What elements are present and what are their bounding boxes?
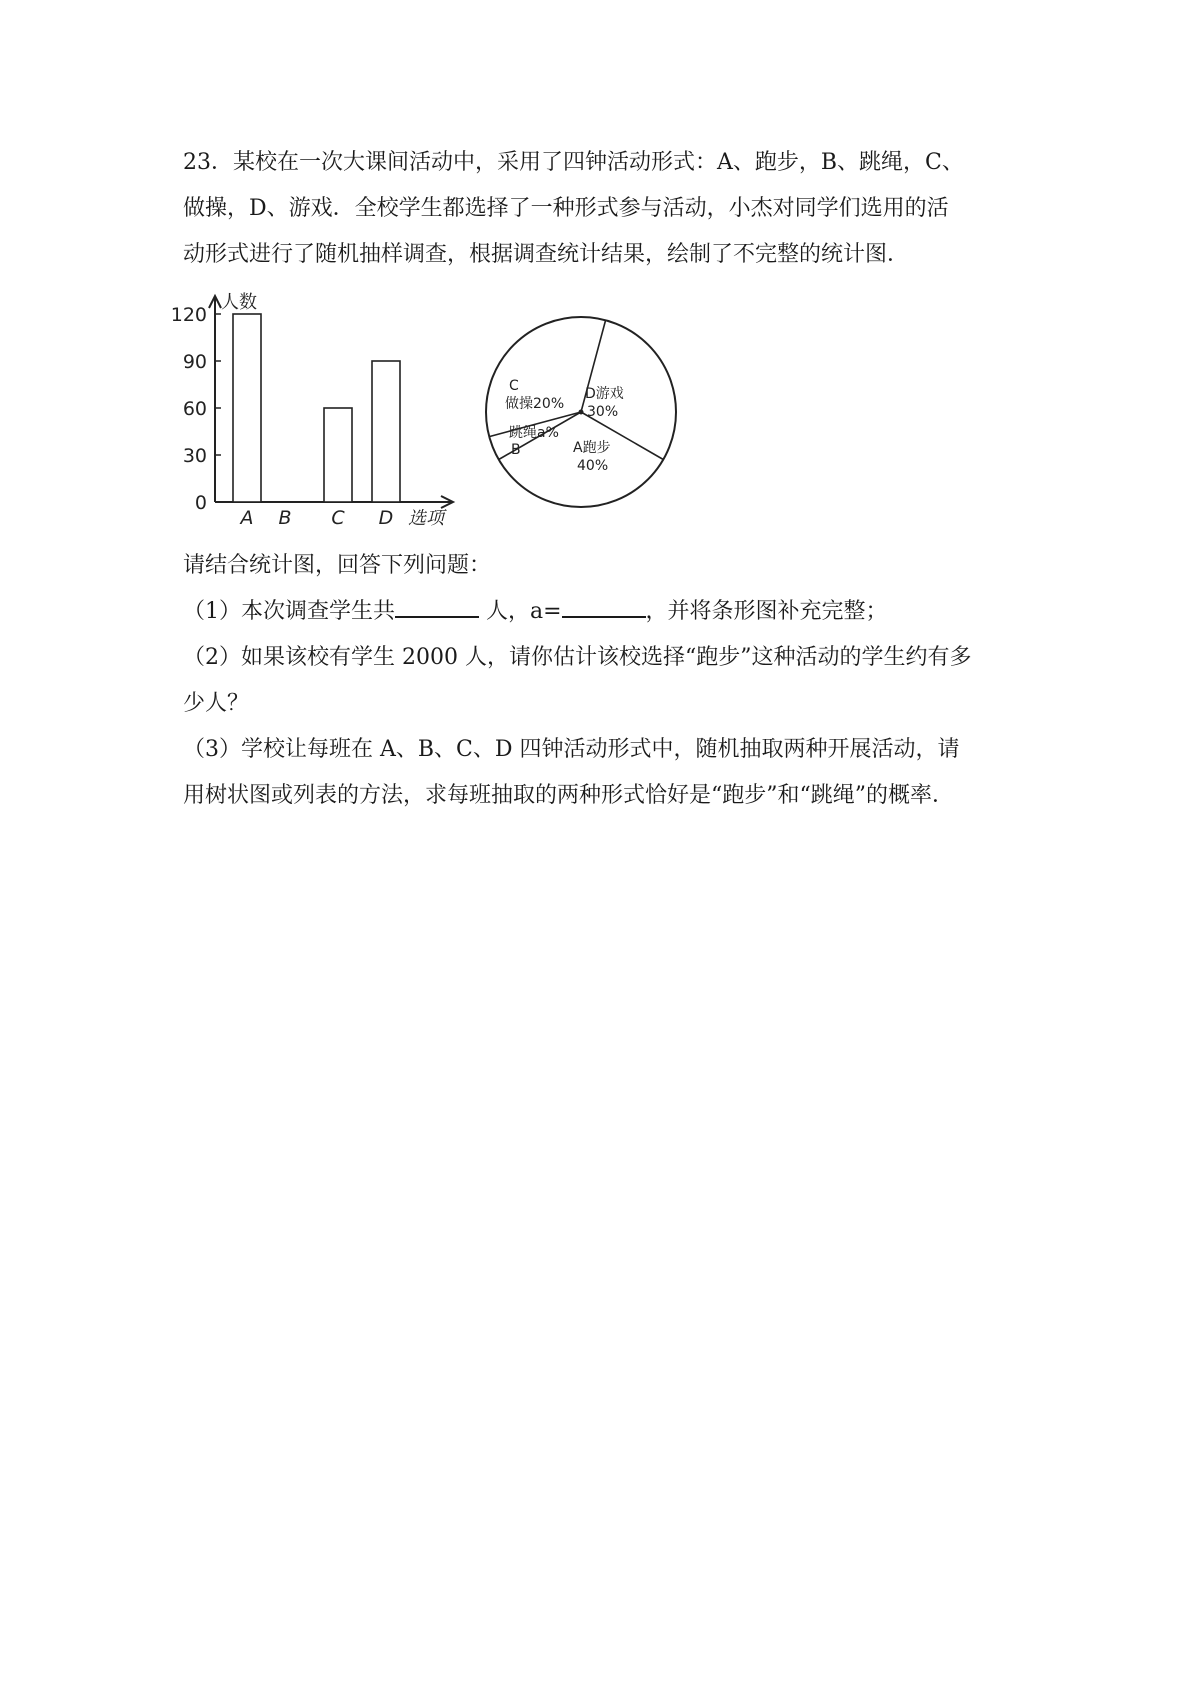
question-3-line-1: （3）学校让每班在 A、B、C、D 四钟活动形式中，随机抽取两种开展活动，请 — [183, 737, 960, 762]
pie-center — [579, 410, 584, 415]
q1-blank-a — [562, 596, 646, 618]
y-axis-title: 人数 — [221, 292, 257, 313]
intro-line-1: 23．某校在一次大课间活动中，采用了四钟活动形式：A、跑步，B、跳绳，C、 — [183, 150, 964, 175]
pie-label-b-sub: B — [511, 442, 521, 458]
prompt-line: 请结合统计图，回答下列问题： — [183, 553, 492, 578]
pie-label-a-value: 40% — [577, 458, 609, 474]
pie-label-a: A跑步 — [573, 440, 611, 456]
intro-line-3: 动形式进行了随机抽样调查，根据调查统计结果，绘制了不完整的统计图． — [183, 242, 910, 267]
x-axis-title: 选项 — [408, 508, 444, 529]
y-ticks — [171, 304, 221, 514]
y-tick-label: 90 — [182, 351, 207, 373]
pie-label-b: 跳绳a% — [509, 425, 559, 441]
bar-a — [233, 314, 261, 502]
y-tick-label: 60 — [182, 398, 207, 420]
y-tick-label: 30 — [182, 445, 207, 467]
bar-c — [324, 408, 352, 502]
q1-blank-total — [395, 596, 479, 618]
question-1 — [183, 589, 1033, 635]
statistics-figures — [170, 290, 695, 530]
y-tick-label: 120 — [170, 304, 207, 326]
question-2-line-1: （2）如果该校有学生 2000 人，请你估计该校选择“跑步”这种活动的学生约有多 — [183, 645, 972, 670]
q1-text-3: ，并将条形图补充完整； — [645, 599, 888, 624]
x-category-d: D — [378, 507, 394, 529]
q1-text-1: （1）本次调查学生共 — [183, 599, 395, 624]
question-2-line-2: 少人？ — [183, 691, 250, 716]
x-category-b: B — [278, 507, 292, 529]
pie-label-c-sub: 做操20% — [505, 396, 565, 412]
pie-label-c: C — [509, 378, 519, 394]
x-category-a: A — [240, 507, 254, 529]
x-category-c: C — [331, 507, 345, 529]
problem-intro — [183, 140, 1033, 278]
pie-chart — [486, 317, 676, 507]
pie-label-d-value: 30% — [587, 404, 619, 420]
figures — [170, 290, 695, 530]
questions — [183, 543, 1033, 819]
pie-label-d: D游戏 — [585, 386, 624, 402]
question-3-line-2: 用树状图或列表的方法，求每班抽取的两种形式恰好是“跑步”和“跳绳”的概率． — [183, 783, 954, 808]
bars — [233, 314, 400, 502]
x-categories — [239, 507, 394, 529]
bar-d — [372, 361, 400, 502]
intro-line-2: 做操，D、游戏．全校学生都选择了一种形式参与活动，小杰对同学们选用的活 — [183, 196, 949, 221]
q1-text-2: 人，a= — [479, 599, 562, 624]
y-tick-label: 0 — [194, 492, 207, 514]
bar-chart — [171, 292, 453, 529]
